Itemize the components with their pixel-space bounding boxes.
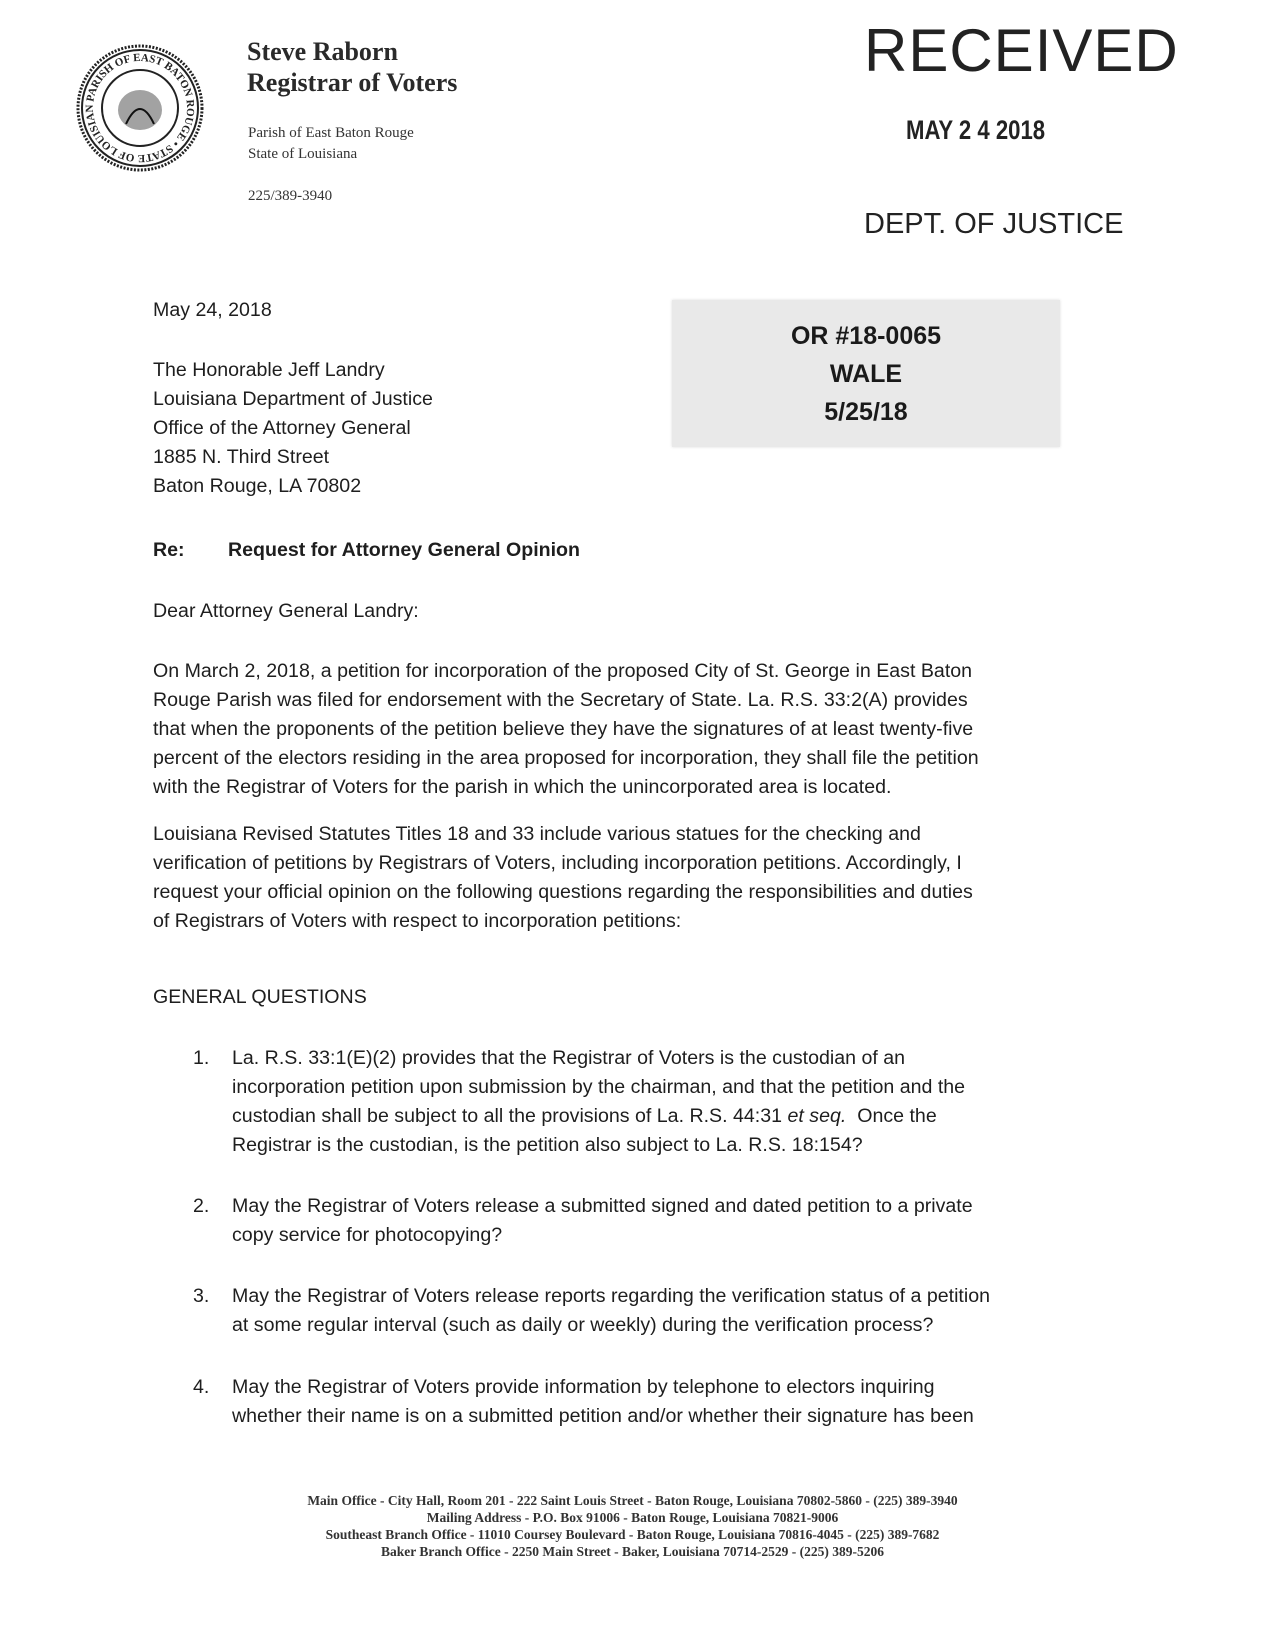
- registrar-phone: 225/389-3940: [248, 188, 333, 204]
- registrar-name: Steve Raborn: [247, 37, 398, 66]
- question-line: Registrar is the custodian, is the petition also subject to La. R.S. 18:154?: [232, 1134, 863, 1156]
- assignee-name: WALE: [829, 360, 903, 388]
- parish-line: Parish of East Baton Rouge: [248, 125, 414, 141]
- question-line: La. R.S. 33:1(E)(2) provides that the Registrar of Voters is the custodian of an: [232, 1047, 906, 1069]
- address-line: Office of the Attorney General: [153, 417, 411, 439]
- question-line: May the Registrar of Voters release reports regarding the verification status of a petition: [232, 1285, 991, 1307]
- question-text: Once the: [846, 1105, 937, 1127]
- et-seq-italic: et seq.: [787, 1105, 847, 1127]
- question-line: whether their name is on a submitted petition and/or whether their signature has been: [232, 1405, 974, 1427]
- registrar-title: Registrar of Voters: [247, 68, 458, 97]
- question-number: 4.: [193, 1376, 210, 1398]
- recipient-address: [153, 356, 433, 501]
- question-line: May the Registrar of Voters provide information by telephone to electors inquiring: [232, 1376, 935, 1398]
- question-line: [232, 1102, 965, 1131]
- footer-baker-branch: Baker Branch Office - 2250 Main Street - Baker, Louisiana 70714-2529 - (225) 389-5206: [381, 1544, 884, 1559]
- re-subject: Request for Attorney General Opinion: [228, 539, 580, 561]
- question-text: custodian shall be subject to all the provisions of La. R.S. 44:31: [232, 1105, 788, 1127]
- footer-southeast-branch: Southeast Branch Office - 11010 Coursey Boulevard - Baton Rouge, Louisiana 70816-4045 - (225) 389-7682: [325, 1527, 940, 1542]
- question-number: 3.: [193, 1285, 210, 1307]
- address-line: The Honorable Jeff Landry: [153, 359, 385, 381]
- office-footer: [0, 1492, 1265, 1560]
- footer-mailing-address: Mailing Address - P.O. Box 91006 - Baton Rouge, Louisiana 70821-9006: [426, 1510, 839, 1525]
- dept-of-justice-stamp: DEPT. OF JUSTICE: [864, 208, 1124, 240]
- letter-date: May 24, 2018: [153, 299, 272, 321]
- or-number: OR #18-0065: [790, 322, 942, 350]
- parish-seal-icon: [76, 44, 204, 172]
- paragraph-line: request your official opinion on the following questions regarding the responsibilities and duties: [153, 881, 973, 903]
- paragraph-line: Louisiana Revised Statutes Titles 18 and 33 include various statues for the checking and: [153, 823, 921, 845]
- received-date-stamp: MAY 2 4 2018: [906, 115, 1046, 145]
- address-line: Louisiana Department of Justice: [153, 388, 433, 410]
- label-date: 5/25/18: [824, 398, 908, 426]
- address-line: Baton Rouge, LA 70802: [153, 475, 362, 497]
- question-line: May the Registrar of Voters release a submitted signed and dated petition to a private: [232, 1195, 973, 1217]
- paragraph-line: with the Registrar of Voters for the parish in which the unincorporated area is located.: [153, 776, 892, 798]
- paragraph-line: percent of the electors residing in the area proposed for incorporation, they shall file the petition: [153, 747, 979, 769]
- question-line: incorporation petition upon submission by the chairman, and that the petition and the: [232, 1076, 966, 1098]
- paragraph-1: [153, 657, 979, 802]
- paragraph-line: Rouge Parish was filed for endorsement with the Secretary of State. La. R.S. 33:2(A) provides: [153, 689, 968, 711]
- question-number: 2.: [193, 1195, 210, 1217]
- paragraph-line: that when the proponents of the petition believe they have the signatures of at least twenty-five: [153, 718, 974, 740]
- opinion-request-label: [672, 300, 1060, 447]
- re-label: Re:: [153, 539, 185, 561]
- question-number: 1.: [193, 1047, 210, 1069]
- paragraph-2: [153, 820, 973, 936]
- paragraph-line: On March 2, 2018, a petition for incorporation of the proposed City of St. George in East Baton: [153, 660, 973, 682]
- section-heading: GENERAL QUESTIONS: [153, 986, 367, 1008]
- paragraph-line: verification of petitions by Registrars of Voters, including incorporation petitions. Accordingly, I: [153, 852, 962, 874]
- footer-main-office: Main Office - City Hall, Room 201 - 222 Saint Louis Street - Baton Rouge, Louisiana 70802-5860 - (225) 389-3940: [307, 1493, 958, 1508]
- received-stamp: RECEIVED: [864, 17, 1179, 84]
- state-line: State of Louisiana: [248, 146, 358, 162]
- svg-text:PARISH OF EAST BATON ROUGE • S: PARISH OF EAST BATON ROUGE • STATE OF LOUISIAN: [83, 51, 197, 165]
- address-line: 1885 N. Third Street: [153, 446, 330, 468]
- paragraph-line: of Registrars of Voters with respect to incorporation petitions:: [153, 910, 682, 932]
- salutation: Dear Attorney General Landry:: [153, 600, 419, 622]
- question-line: at some regular interval (such as daily or weekly) during the verification process?: [232, 1314, 934, 1336]
- question-line: copy service for photocopying?: [232, 1224, 503, 1246]
